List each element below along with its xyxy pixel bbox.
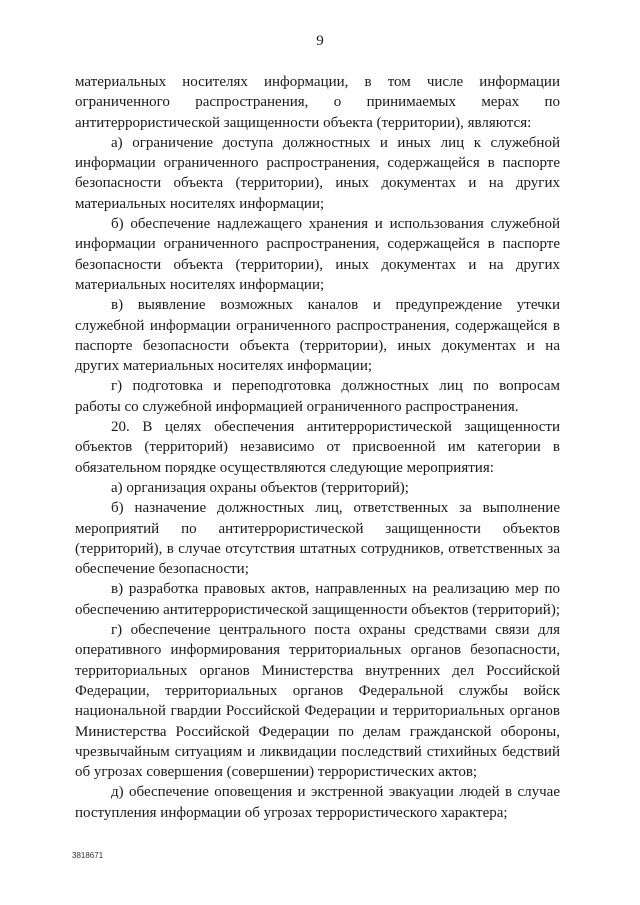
document-code: 3818671 — [72, 851, 104, 860]
paragraph-item-g-communication: г) обеспечение центрального поста охраны средствами связи для оперативного информирования территориальных органов безопасности, территориальных органов Министерства внутренних дел Российской Федерации, территориальных органов Федеральной службы войск национальной гвардии Российской Федерации и территориальных органов Министерства Российской Федерации по делам гражданской обороны, чрезвычайным ситуациям и ликвидации последствий стихийных бедствий об угрозах совершения (совершении) террористических актов; — [75, 622, 560, 781]
paragraph-item-g-training: г) подготовка и переподготовка должностных лиц по вопросам работы со служебной информацией ограниченного распространения. — [75, 378, 560, 415]
paragraph-item-b-storage: б) обеспечение надлежащего хранения и использования служебной информации ограниченного распространения, содержащейся в паспорте безопасности объекта (территории), иных документах и на других материальных носителях информации; — [75, 216, 560, 293]
paragraph-item-b-officials: б) назначение должностных лиц, ответственных за выполнение мероприятий по антитеррористической защищенности объектов (территорий), в случае отсутствия штатных сотрудников, ответственных за обеспечение безопасности; — [75, 500, 560, 578]
paragraph-continuation: материальных носителях информации, в том числе информации ограниченного распространения, о принимаемых мерах по антитеррористической защищенности объекта (территории), являются: — [75, 74, 560, 131]
page-number: 9 — [316, 33, 324, 49]
paragraph-item-v-legal-acts: в) разработка правовых актов, направленных на реализацию мер по обеспечению антитеррористической защищенности объектов (территорий); — [75, 581, 560, 618]
paragraph-section-20: 20. В целях обеспечения антитеррористической защищенности объектов (территорий) независимо от присвоенной им категории в обязательном порядке осуществляются следующие мероприятия: — [75, 419, 560, 476]
paragraph-item-d-evacuation: д) обеспечение оповещения и экстренной эвакуации людей в случае поступления информации об угрозах террористического характера; — [75, 784, 560, 821]
paragraph-item-v-leak-detection: в) выявление возможных каналов и предупреждение утечки служебной информации ограниченного распространения, содержащейся в паспорте безопасности объекта (территории), иных документах и на других материальных носителях информации; — [75, 297, 560, 375]
paragraph-item-a-guarding: а) организация охраны объектов (территорий); — [111, 479, 409, 496]
paragraph-item-a-restriction: а) ограничение доступа должностных и иных лиц к служебной информации ограниченного распространения, содержащейся в паспорте безопасности объекта (территории), иных документах и на других материальных носителях информации; — [75, 134, 560, 212]
document-body — [75, 72, 560, 823]
